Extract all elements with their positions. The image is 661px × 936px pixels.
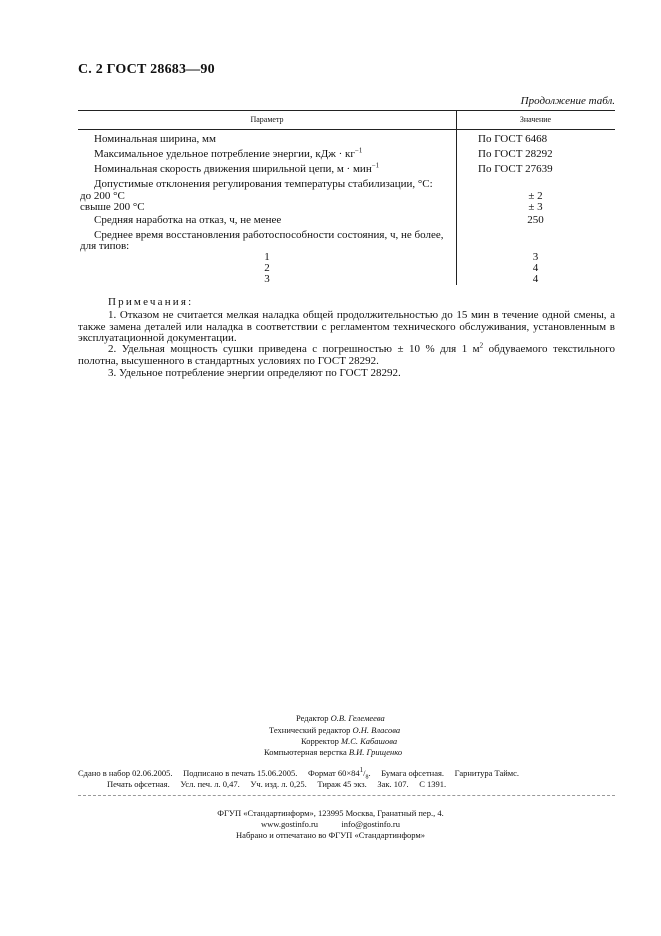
param-label: до 200 °С xyxy=(80,190,125,202)
table-row xyxy=(78,178,615,190)
imprint-line-1: Сдано в набор 02.06.2005. Подписано в печать 15.06.2005. Формат $60\times 84^1/_8$. Бумага офсетная. Гарнитура Таймс. xyxy=(78,766,520,781)
param-value: По ГОСТ 27639 xyxy=(478,163,553,175)
param-label: Номинальная ширина, мм xyxy=(94,133,216,145)
credit-editor: Редактор О.В. Гелемеева xyxy=(296,713,385,723)
table-continuation-label: Продолжение табл. xyxy=(520,95,615,107)
superscript: −1 xyxy=(354,146,363,155)
table-row xyxy=(78,214,615,226)
separator-line xyxy=(78,795,615,796)
column-header-parameter: Параметр xyxy=(250,115,284,124)
param-label: Среднее время восстановления работоспособности состояния, ч, не более, xyxy=(94,229,444,241)
table-row xyxy=(78,133,615,145)
param-value: По ГОСТ 6468 xyxy=(478,133,548,145)
param-label: 1 xyxy=(264,251,270,263)
credit-tech-editor: Технический редактор О.Н. Власова xyxy=(269,725,401,735)
table-row xyxy=(78,201,615,213)
publisher-contacts xyxy=(0,819,661,829)
publisher-printed-by: Набрано и отпечатано во ФГУП «Стандартинформ» xyxy=(236,830,425,840)
credit-corrector: Корректор М.С. Кабашова xyxy=(301,736,398,746)
param-value: 250 xyxy=(527,214,544,226)
param-value: 4 xyxy=(532,262,539,274)
table-row xyxy=(78,273,615,285)
table-header-rule xyxy=(78,129,615,130)
page-title: С. 2 ГОСТ 28683—90 xyxy=(78,62,215,77)
publisher-email: info@gostinfo.ru xyxy=(341,819,401,829)
param-label: Номинальная скорость движения ширильной цепи, м · мин$^{-1}$ xyxy=(94,161,380,175)
note-1: 1. Отказом не считается мелкая наладка общей продолжительностью до 15 мин в течение одной смены, а также замена деталей или наладка в соответствии с регламентом технического обслуживания, установленным в эксплуатационной документации. xyxy=(78,309,615,344)
param-label: Допустимые отклонения регулирования температуры стабилизации, °С: xyxy=(94,178,433,190)
param-value: ± 2 xyxy=(528,190,543,202)
imprint-line-2: Печать офсетная. Усл. печ. л. 0,47. Уч. изд. л. 0,25. Тираж 45 экз. Зак. 107. С 1391. xyxy=(107,779,447,789)
param-value: 4 xyxy=(532,273,539,285)
superscript: 2 xyxy=(479,341,484,350)
param-label: свыше 200 °С xyxy=(80,201,145,213)
publisher-address: ФГУП «Стандартинформ», 123995 Москва, Гранатный пер., 4. xyxy=(217,808,444,818)
param-label: Максимальное удельное потребление энергии, кДж · $кг^{-1}$ xyxy=(94,146,363,160)
table-top-rule xyxy=(78,110,615,111)
param-label: Средняя наработка на отказ, ч, не менее xyxy=(94,214,282,226)
param-value: 3 xyxy=(532,251,539,263)
table-row xyxy=(78,163,615,175)
note-3: 3. Удельное потребление энергии определяют по ГОСТ 28292. xyxy=(108,367,401,379)
param-label: 3 xyxy=(264,273,270,285)
param-label: для типов: xyxy=(80,240,130,252)
superscript: −1 xyxy=(371,161,380,170)
note-2: 2. Удельная мощность сушки приведена с погрешностью ± 10 % для 1 $м^2$ обдуваемого текстильного полотна, высушенного в стандартных условиях по ГОСТ 28292. xyxy=(78,341,615,367)
param-value: По ГОСТ 28292 xyxy=(478,148,553,160)
notes-title: Примечания: xyxy=(108,296,194,308)
credit-layout: Компьютерная верстка В.И. Грищенко xyxy=(264,747,403,757)
column-header-value: Значение xyxy=(519,115,552,124)
param-value: ± 3 xyxy=(528,201,543,213)
param-label: 2 xyxy=(264,262,270,274)
publisher-website: www.gostinfo.ru xyxy=(260,819,319,829)
table-row xyxy=(78,148,615,160)
